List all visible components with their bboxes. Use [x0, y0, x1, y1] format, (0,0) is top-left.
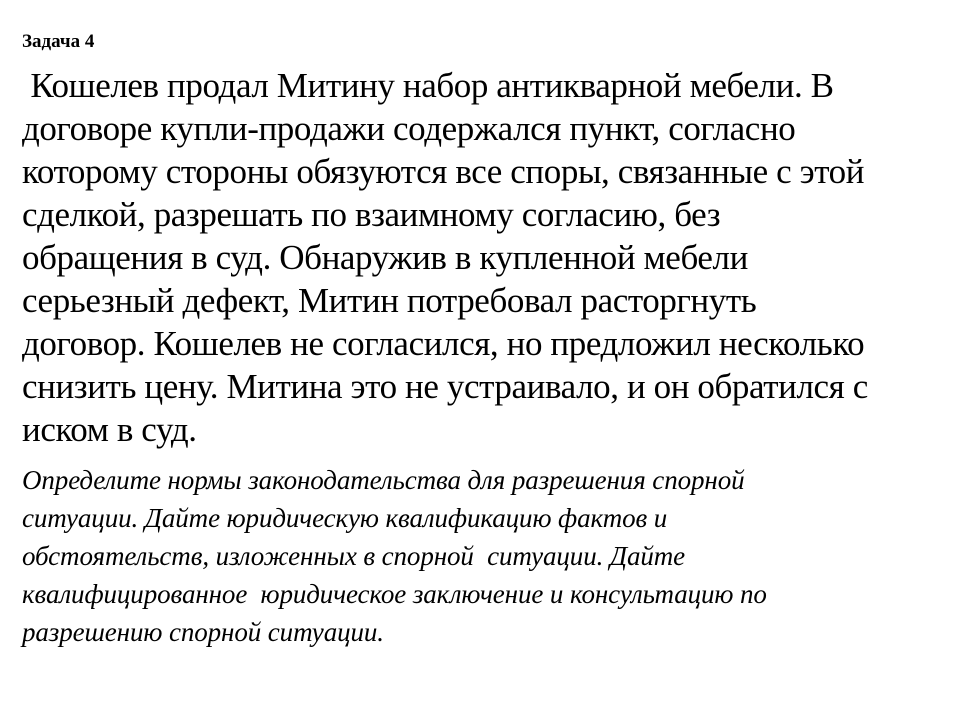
question-line: Определите нормы законодательства для разрешения спорной [22, 465, 745, 495]
case-line: иском в суд. [22, 410, 197, 449]
task-question [22, 461, 952, 651]
question-line: квалифицированное юридическое заключение и консультацию по [22, 579, 767, 609]
question-line: разрешению спорной ситуации. [22, 617, 384, 647]
case-line: снизить цену. Митина это не устраивало, и он обратился с [22, 367, 868, 406]
case-description [22, 64, 952, 451]
case-line: сделкой, разрешать по взаимному согласию, без [22, 195, 721, 234]
case-line: договор. Кошелев не согласился, но предложил несколько [22, 324, 865, 363]
case-line: которому стороны обязуются все споры, связанные с этой [22, 152, 865, 191]
case-line: договоре купли-продажи содержался пункт, согласно [22, 109, 796, 148]
task-title: Задача 4 [22, 31, 95, 52]
question-line: ситуации. Дайте юридическую квалификацию фактов и [22, 503, 668, 533]
case-line: серьезный дефект, Митин потребовал расторгнуть [22, 281, 757, 320]
case-line: обращения в суд. Обнаружив в купленной мебели [22, 238, 748, 277]
case-line: Кошелев продал Митину набор антикварной мебели. В [22, 66, 834, 105]
question-line: обстоятельств, изложенных в спорной ситуации. Дайте [22, 541, 686, 571]
